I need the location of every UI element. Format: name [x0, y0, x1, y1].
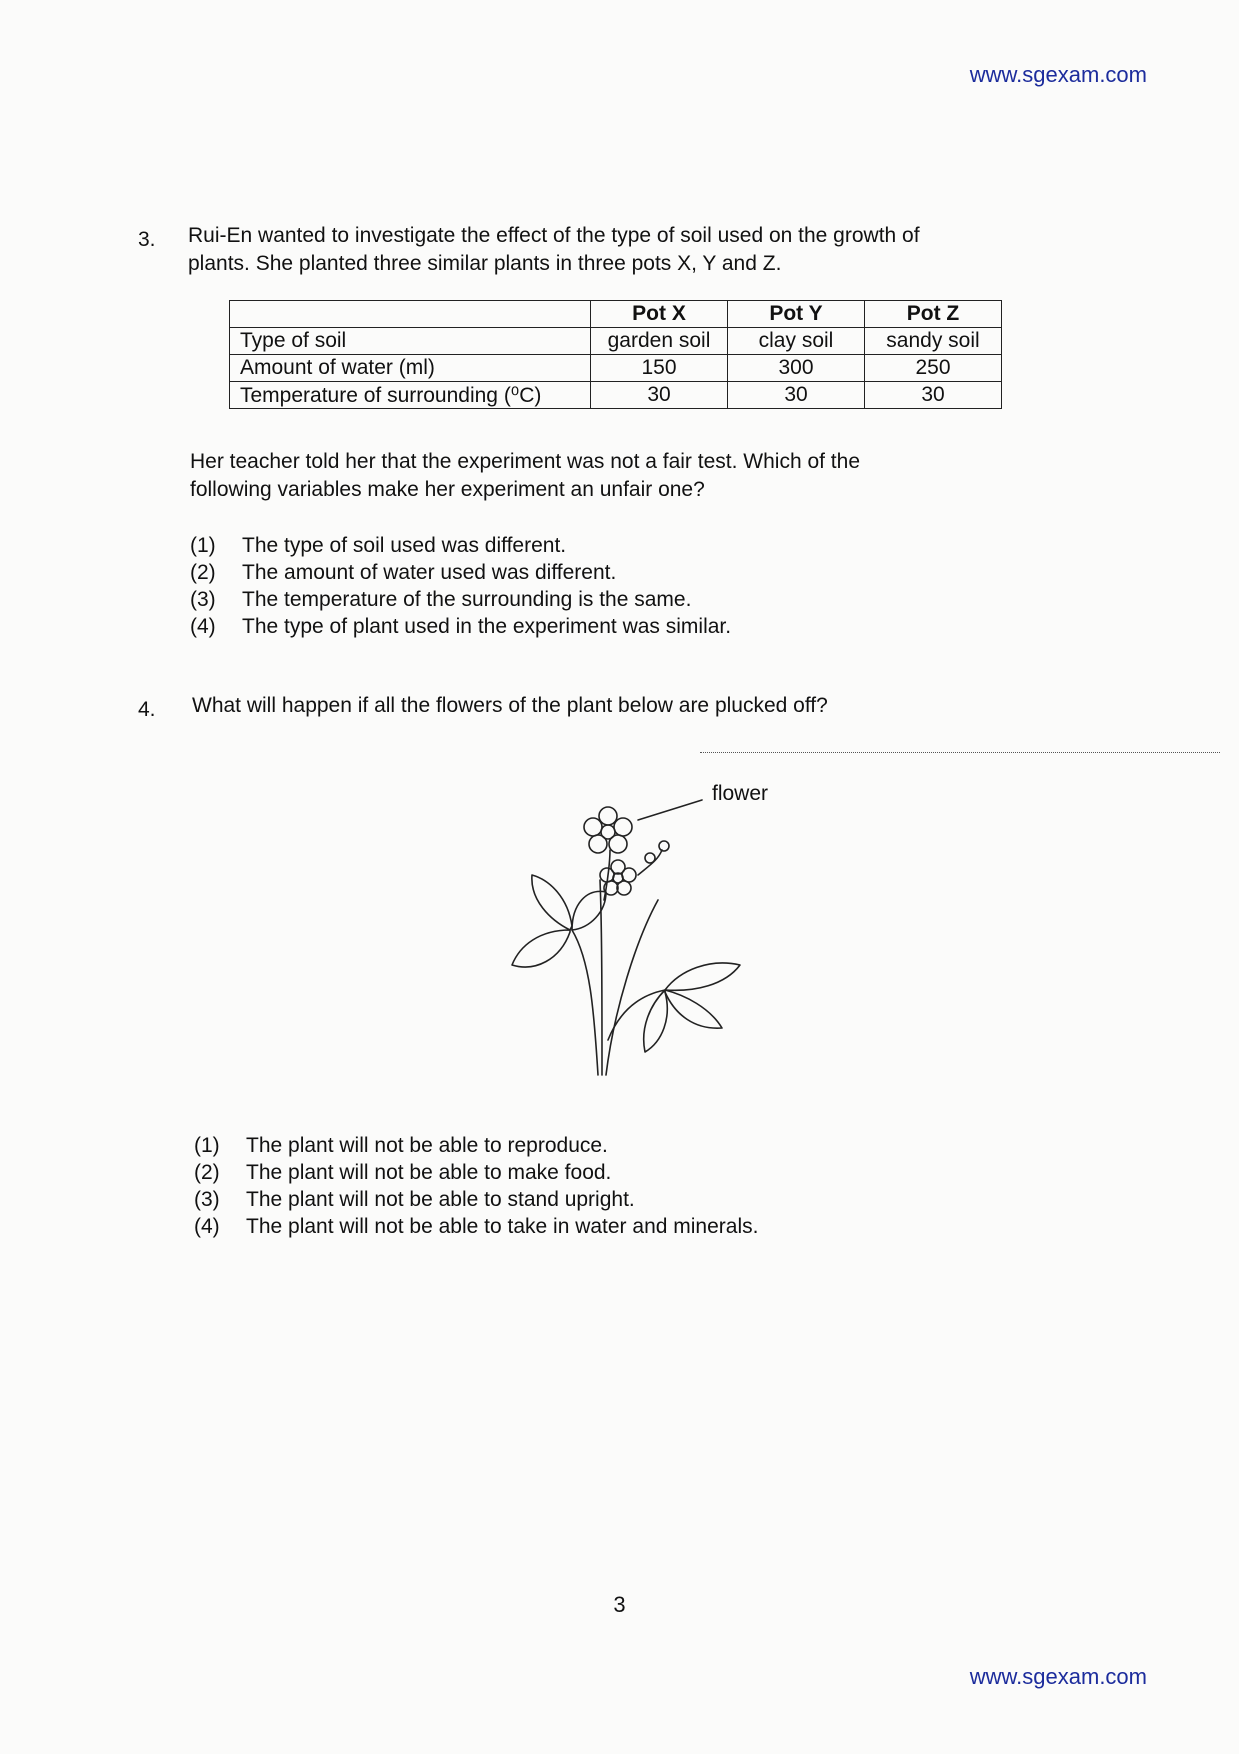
- flower-label: flower: [712, 782, 769, 805]
- question-4-options: [194, 1132, 758, 1240]
- option-text: The plant will not be able to take in water and minerals.: [246, 1215, 759, 1238]
- table-cell: 250: [865, 355, 1002, 382]
- bud: [659, 841, 669, 851]
- table-header-row: [230, 301, 1002, 328]
- question-3-line-1: Rui-En wanted to investigate the effect of the type of soil used on the growth of: [188, 224, 920, 247]
- stem-left: [572, 930, 598, 1075]
- flower-top: [584, 807, 632, 853]
- header-website: www.sgexam.com: [969, 62, 1147, 87]
- table-cell: garden soil: [591, 328, 728, 355]
- question-4-number: 4.: [138, 698, 156, 721]
- option-text: The plant will not be able to make food.: [246, 1161, 612, 1184]
- table-header-cell: Pot X: [591, 301, 728, 328]
- option-text: The amount of water used was different.: [242, 561, 617, 584]
- option-text: The plant will not be able to stand upright.: [246, 1188, 635, 1211]
- question-3-prompt-line-2: following variables make her experiment an unfair one?: [190, 478, 705, 501]
- table-cell: 30: [865, 382, 1002, 409]
- question-4-text: What will happen if all the flowers of the plant below are plucked off?: [192, 694, 828, 717]
- option-number: (1): [190, 534, 216, 557]
- option-text: The plant will not be able to reproduce.: [246, 1134, 608, 1157]
- option-2[interactable]: [194, 1159, 758, 1186]
- option-number: (2): [190, 561, 216, 584]
- question-3-line-2: plants. She planted three similar plants in three pots X, Y and Z.: [188, 252, 782, 275]
- option-number: (3): [190, 588, 216, 611]
- option-number: (1): [194, 1134, 220, 1157]
- table-cell: Type of soil: [230, 328, 591, 355]
- option-1[interactable]: [194, 1132, 758, 1159]
- leaf-upper-left-2: [512, 930, 570, 967]
- leaf-right-1: [665, 963, 740, 990]
- page-number: 3: [613, 1592, 626, 1617]
- question-3-number: 3.: [138, 228, 156, 251]
- table-cell: sandy soil: [865, 328, 1002, 355]
- table-cell: 300: [728, 355, 865, 382]
- leaf-upper-left-1: [532, 875, 572, 930]
- table-header-cell: Pot Y: [728, 301, 865, 328]
- option-text: The temperature of the surrounding is the same.: [242, 588, 692, 611]
- bud: [645, 853, 655, 863]
- table-cell: Amount of water (ml): [230, 355, 591, 382]
- option-number: (4): [190, 615, 216, 638]
- plant-diagram: [490, 780, 790, 1080]
- dotted-rule: [700, 752, 1220, 753]
- leaf-right-3: [644, 990, 668, 1052]
- table-cell: clay soil: [728, 328, 865, 355]
- option-4[interactable]: [194, 1213, 758, 1240]
- option-4[interactable]: [190, 613, 731, 640]
- option-number: (4): [194, 1215, 220, 1238]
- table-row: [230, 382, 1002, 409]
- table-cell: Temperature of surrounding (⁰C): [230, 382, 591, 409]
- soil-table: [229, 300, 1002, 409]
- table-header-cell: [230, 301, 591, 328]
- question-3-prompt-line-1: Her teacher told her that the experiment was not a fair test. Which of the: [190, 450, 861, 473]
- table-cell: 30: [591, 382, 728, 409]
- table-row: [230, 328, 1002, 355]
- table-header-cell: Pot Z: [865, 301, 1002, 328]
- option-text: The type of soil used was different.: [242, 534, 567, 557]
- table-cell: 150: [591, 355, 728, 382]
- footer-website: www.sgexam.com: [969, 1664, 1147, 1689]
- option-3[interactable]: [190, 586, 731, 613]
- option-3[interactable]: [194, 1186, 758, 1213]
- option-number: (3): [194, 1188, 220, 1211]
- question-3-text: [188, 222, 920, 278]
- option-number: (2): [194, 1161, 220, 1184]
- leaf-right-2: [665, 990, 722, 1028]
- question-3-options: [190, 532, 731, 640]
- option-1[interactable]: [190, 532, 731, 559]
- table-row: [230, 355, 1002, 382]
- option-2[interactable]: [190, 559, 731, 586]
- option-text: The type of plant used in the experiment was similar.: [242, 615, 732, 638]
- question-3-prompt: [190, 448, 860, 504]
- table-cell: 30: [728, 382, 865, 409]
- flower-pointer-line: [638, 800, 702, 820]
